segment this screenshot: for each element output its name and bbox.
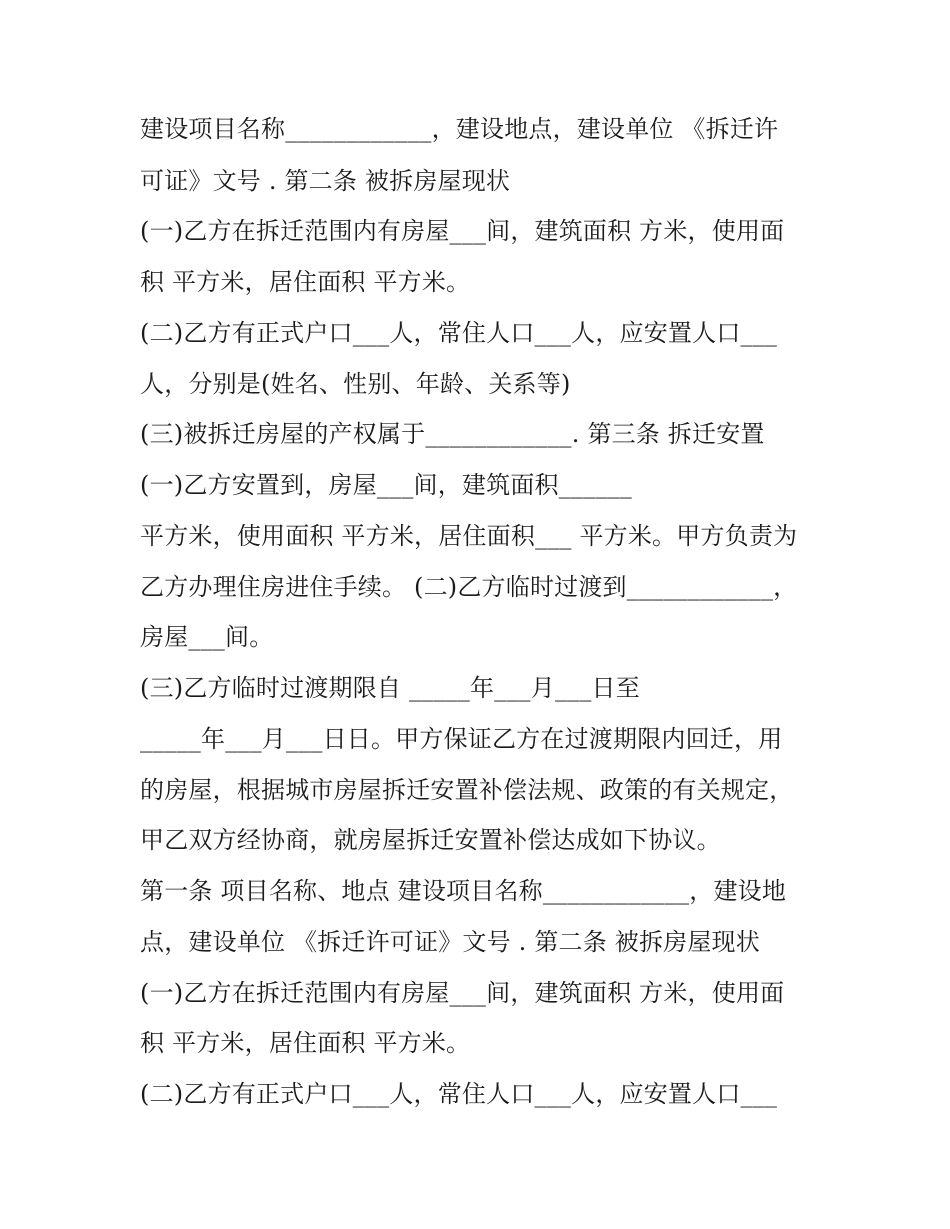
text-line-3: (一)乙方在拆迁范围内有房屋___间，建筑面积 方米，使用面 (140, 217, 785, 245)
text-line-1: 建设项目名称____________，建设地点，建设单位 《拆迁许 (140, 115, 779, 143)
text-line-19: 积 平方米，居住面积 平方米。 (140, 1029, 471, 1057)
text-line-14: 的房屋，根据城市房屋拆迁安置补偿法规、政策的有关规定， (140, 776, 794, 804)
text-line-15: 甲乙双方经协商，就房屋拆迁安置补偿达成如下协议。 (140, 826, 721, 854)
text-line-10: 乙方办理住房进住手续。 (二)乙方临时过渡到____________， (140, 573, 798, 601)
text-line-20: (二)乙方有正式户口___人，常住人口___人，应安置人口___ (140, 1080, 778, 1108)
text-line-2: 可证》文号 . 第二条 被拆房屋现状 (140, 167, 511, 195)
text-line-5: (二)乙方有正式户口___人，常住人口___人，应安置人口___ (140, 319, 778, 347)
text-line-18: (一)乙方在拆迁范围内有房屋___间，建筑面积 方米，使用面 (140, 979, 785, 1007)
text-line-11: 房屋___间。 (140, 623, 274, 651)
text-line-17: 点，建设单位 《拆迁许可证》文号 . 第二条 被拆房屋现状 (140, 928, 760, 956)
text-line-6: 人，分别是(姓名、性别、年龄、关系等) (140, 370, 571, 398)
text-line-12: (三)乙方临时过渡期限自 _____年___月___日至 (140, 674, 640, 702)
text-line-4: 积 平方米，居住面积 平方米。 (140, 268, 471, 296)
text-line-8: (一)乙方安置到，房屋___间，建筑面积______ (140, 471, 632, 499)
text-line-16: 第一条 项目名称、地点 建设项目名称____________，建设地 (140, 877, 787, 905)
text-line-13: _____年___月___日日。甲方保证乙方在过渡期限内回迁，用 (140, 725, 783, 753)
text-line-7: (三)被拆迁房屋的产权属于____________. 第三条 拆迁安置 (140, 420, 765, 448)
text-line-9: 平方米，使用面积 平方米，居住面积___ 平方米。甲方负责为 (140, 522, 798, 550)
